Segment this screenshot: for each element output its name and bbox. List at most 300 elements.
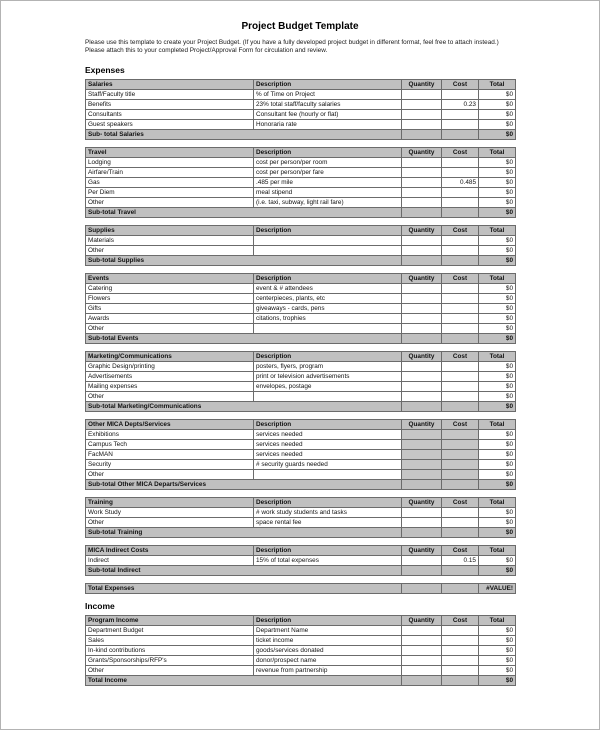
table-header-row (86, 497, 516, 507)
quantity-cell (402, 99, 442, 109)
description-cell: # security guards needed (254, 459, 402, 469)
cost-cell: 0.23 (442, 99, 479, 109)
column-header: Quantity (402, 615, 442, 625)
column-header: Quantity (402, 419, 442, 429)
description-cell: print or television advertisements (254, 371, 402, 381)
cost-cell (442, 655, 479, 665)
column-header: Description (254, 545, 402, 555)
total-cell: $0 (479, 429, 516, 439)
quantity-cell (402, 177, 442, 187)
table-title-cell: Salaries (86, 79, 254, 89)
item-cell: In-kind contributions (86, 645, 254, 655)
quantity-cell (402, 517, 442, 527)
table-row (86, 167, 516, 177)
quantity-cell (402, 527, 442, 537)
item-cell: Staff/Faculty title (86, 89, 254, 99)
description-cell: centerpieces, plants, etc (254, 293, 402, 303)
cost-cell (442, 313, 479, 323)
cost-cell (442, 167, 479, 177)
total-cell: $0 (479, 323, 516, 333)
quantity-cell (402, 459, 442, 469)
subtotal-row-label: Total Income (86, 675, 402, 685)
item-cell: Consultants (86, 109, 254, 119)
table-title-cell: Events (86, 273, 254, 283)
description-cell: (i.e. taxi, subway, light rail fare) (254, 197, 402, 207)
cost-cell (442, 333, 479, 343)
column-header: Total (479, 147, 516, 157)
column-header: Description (254, 273, 402, 283)
description-cell: Honoraria rate (254, 119, 402, 129)
quantity-cell (402, 197, 442, 207)
quantity-cell (402, 333, 442, 343)
description-cell: posters, flyers, program (254, 361, 402, 371)
table-row (86, 469, 516, 479)
item-cell: Airfare/Train (86, 167, 254, 177)
subtotal-row (86, 333, 516, 343)
total-cell: $0 (479, 119, 516, 129)
total-cell: $0 (479, 439, 516, 449)
item-cell: Graphic Design/printing (86, 361, 254, 371)
table-row (86, 283, 516, 293)
table-title-cell: Marketing/Communications (86, 351, 254, 361)
quantity-cell (402, 675, 442, 685)
total-cell: $0 (479, 313, 516, 323)
description-cell: envelopes, postage (254, 381, 402, 391)
description-cell (254, 469, 402, 479)
item-cell: Grants/Sponsorships/RFP's (86, 655, 254, 665)
cost-cell (442, 207, 479, 217)
table-row (86, 109, 516, 119)
table-row (86, 635, 516, 645)
table-row (86, 555, 516, 565)
cost-cell: 0.15 (442, 555, 479, 565)
subtotal-row-label: Sub-total Marketing/Communications (86, 401, 402, 411)
total-cell: $0 (479, 99, 516, 109)
table-row (86, 371, 516, 381)
description-cell: giveaways - cards, pens (254, 303, 402, 313)
item-cell: Department Budget (86, 625, 254, 635)
subtotal-row-label: Sub-total Events (86, 333, 402, 343)
item-cell: Campus Tech (86, 439, 254, 449)
item-cell: Mailing expenses (86, 381, 254, 391)
cost-cell (442, 401, 479, 411)
cost-cell (442, 449, 479, 459)
subtotal-row-label: Sub-total Indirect (86, 565, 402, 575)
description-cell (254, 391, 402, 401)
total-cell: $0 (479, 371, 516, 381)
table-title-cell: Program Income (86, 615, 254, 625)
table-row (86, 439, 516, 449)
table-row (86, 293, 516, 303)
page-title: Project Budget Template (241, 21, 359, 32)
quantity-cell (402, 479, 442, 489)
subtotal-row-total: $0 (479, 207, 516, 217)
total-cell: $0 (479, 157, 516, 167)
budget-table-other-mica-depts-services (85, 419, 516, 490)
quantity-cell (402, 323, 442, 333)
column-header: Total (479, 615, 516, 625)
quantity-cell (402, 381, 442, 391)
total-cell: $0 (479, 655, 516, 665)
description-cell (254, 245, 402, 255)
description-cell: ticket income (254, 635, 402, 645)
column-header: Cost (442, 147, 479, 157)
expenses-section (85, 65, 515, 594)
table-row (86, 303, 516, 313)
budget-table-salaries (85, 79, 516, 140)
quantity-cell (402, 645, 442, 655)
income-tables (85, 615, 515, 686)
description-cell: Department Name (254, 625, 402, 635)
total-cell: $0 (479, 517, 516, 527)
cost-cell (442, 255, 479, 265)
cost-cell (442, 187, 479, 197)
description-cell: services needed (254, 439, 402, 449)
subtotal-row (86, 565, 516, 575)
column-header: Cost (442, 79, 479, 89)
income-section (85, 601, 515, 686)
budget-table-mica-indirect-costs (85, 545, 516, 576)
description-cell: revenue from partnership (254, 665, 402, 675)
quantity-cell (402, 361, 442, 371)
table-header-row (86, 273, 516, 283)
table-row (86, 177, 516, 187)
table-row (86, 197, 516, 207)
table-row (86, 235, 516, 245)
item-cell: Other (86, 197, 254, 207)
column-header: Description (254, 225, 402, 235)
total-cell: $0 (479, 459, 516, 469)
item-cell: Benefits (86, 99, 254, 109)
total-cell: $0 (479, 187, 516, 197)
total-cell: $0 (479, 245, 516, 255)
total-cell: $0 (479, 167, 516, 177)
cost-cell (442, 381, 479, 391)
column-header: Description (254, 351, 402, 361)
quantity-cell (402, 157, 442, 167)
cost-cell (442, 527, 479, 537)
table-row (86, 655, 516, 665)
expenses-tables (85, 79, 515, 594)
cost-cell (442, 109, 479, 119)
item-cell: Indirect (86, 555, 254, 565)
description-cell: 15% of total expenses (254, 555, 402, 565)
column-header: Quantity (402, 497, 442, 507)
quantity-cell (402, 565, 442, 575)
total-cell: $0 (479, 625, 516, 635)
subtotal-row-label: Sub-total Training (86, 527, 402, 537)
quantity-cell (402, 391, 442, 401)
quantity-cell (402, 583, 442, 593)
column-header: Cost (442, 225, 479, 235)
cost-cell (442, 157, 479, 167)
cost-cell (442, 459, 479, 469)
cost-cell (442, 371, 479, 381)
table-row (86, 313, 516, 323)
quantity-cell (402, 429, 442, 439)
table-row (86, 517, 516, 527)
expenses-heading: Expenses (85, 64, 125, 75)
quantity-cell (402, 167, 442, 177)
item-cell: Sales (86, 635, 254, 645)
cost-cell (442, 429, 479, 439)
description-cell: cost per person/per room (254, 157, 402, 167)
table-row (86, 625, 516, 635)
table-header-row (86, 147, 516, 157)
description-cell: citations, trophies (254, 313, 402, 323)
cost-cell (442, 323, 479, 333)
cost-cell (442, 675, 479, 685)
subtotal-row (86, 129, 516, 139)
subtotal-row-label: Sub-total Supplies (86, 255, 402, 265)
subtotal-row (86, 401, 516, 411)
subtotal-row (86, 255, 516, 265)
column-header: Quantity (402, 79, 442, 89)
quantity-cell (402, 129, 442, 139)
table-row (86, 99, 516, 109)
total-cell: $0 (479, 449, 516, 459)
description-cell (254, 235, 402, 245)
cost-cell (442, 129, 479, 139)
table-row (86, 665, 516, 675)
item-cell: Exhibitions (86, 429, 254, 439)
quantity-cell (402, 635, 442, 645)
document-content (85, 1, 515, 686)
quantity-cell (402, 655, 442, 665)
total-cell: $0 (479, 235, 516, 245)
total-cell: $0 (479, 361, 516, 371)
cost-cell (442, 391, 479, 401)
grand-total-row-total: #VALUE! (479, 583, 516, 593)
column-header: Description (254, 615, 402, 625)
total-cell: $0 (479, 645, 516, 655)
cost-cell (442, 635, 479, 645)
income-heading: Income (85, 600, 115, 611)
budget-table-program-income (85, 615, 516, 686)
grand-total-table (85, 583, 516, 594)
cost-cell (442, 507, 479, 517)
quantity-cell (402, 283, 442, 293)
column-header: Quantity (402, 147, 442, 157)
table-row (86, 391, 516, 401)
column-header: Cost (442, 497, 479, 507)
subtotal-row (86, 527, 516, 537)
total-cell: $0 (479, 469, 516, 479)
quantity-cell (402, 449, 442, 459)
column-header: Quantity (402, 545, 442, 555)
column-header: Cost (442, 545, 479, 555)
cost-cell (442, 469, 479, 479)
column-header: Total (479, 497, 516, 507)
grand-total-row-label: Total Expenses (86, 583, 402, 593)
cost-cell (442, 293, 479, 303)
column-header: Description (254, 147, 402, 157)
column-header: Cost (442, 419, 479, 429)
table-row (86, 245, 516, 255)
cost-cell: 0.485 (442, 177, 479, 187)
budget-table-marketing-communications (85, 351, 516, 412)
item-cell: Guest speakers (86, 119, 254, 129)
description-cell (254, 323, 402, 333)
table-row (86, 459, 516, 469)
cost-cell (442, 439, 479, 449)
subtotal-row-label: Sub- total Salaries (86, 129, 402, 139)
item-cell: Other (86, 323, 254, 333)
cost-cell (442, 645, 479, 655)
subtotal-row-total: $0 (479, 401, 516, 411)
item-cell: Lodging (86, 157, 254, 167)
table-title-cell: Travel (86, 147, 254, 157)
total-cell: $0 (479, 109, 516, 119)
quantity-cell (402, 303, 442, 313)
column-header: Total (479, 545, 516, 555)
table-row (86, 645, 516, 655)
subtotal-row (86, 479, 516, 489)
cost-cell (442, 583, 479, 593)
total-cell: $0 (479, 665, 516, 675)
cost-cell (442, 197, 479, 207)
budget-table-events (85, 273, 516, 344)
table-row (86, 361, 516, 371)
cost-cell (442, 245, 479, 255)
cost-cell (442, 361, 479, 371)
quantity-cell (402, 255, 442, 265)
column-header: Quantity (402, 273, 442, 283)
column-header: Description (254, 79, 402, 89)
quantity-cell (402, 207, 442, 217)
table-row (86, 381, 516, 391)
cost-cell (442, 517, 479, 527)
item-cell: Gas (86, 177, 254, 187)
cost-cell (442, 303, 479, 313)
description-cell: # work study students and tasks (254, 507, 402, 517)
item-cell: Other (86, 245, 254, 255)
table-row (86, 157, 516, 167)
column-header: Total (479, 273, 516, 283)
description-cell: services needed (254, 449, 402, 459)
item-cell: Flowers (86, 293, 254, 303)
item-cell: FacMAN (86, 449, 254, 459)
table-row (86, 507, 516, 517)
table-row (86, 187, 516, 197)
description-cell: meal stipend (254, 187, 402, 197)
description-cell: % of Time on Project (254, 89, 402, 99)
subtotal-row-total: $0 (479, 255, 516, 265)
total-cell: $0 (479, 293, 516, 303)
quantity-cell (402, 109, 442, 119)
subtotal-row-total: $0 (479, 333, 516, 343)
description-cell: goods/services donated (254, 645, 402, 655)
subtotal-row-label: Sub-total Other MICA Departs/Services (86, 479, 402, 489)
description-cell: space rental fee (254, 517, 402, 527)
quantity-cell (402, 371, 442, 381)
column-header: Quantity (402, 351, 442, 361)
column-header: Description (254, 419, 402, 429)
quantity-cell (402, 555, 442, 565)
total-cell: $0 (479, 635, 516, 645)
cost-cell (442, 665, 479, 675)
subtotal-row (86, 207, 516, 217)
total-cell: $0 (479, 391, 516, 401)
subtotal-row-label: Sub-total Travel (86, 207, 402, 217)
table-header-row (86, 615, 516, 625)
column-header: Cost (442, 615, 479, 625)
cost-cell (442, 119, 479, 129)
table-row (86, 449, 516, 459)
subtotal-row-total: $0 (479, 479, 516, 489)
table-header-row (86, 545, 516, 555)
table-title-cell: Other MICA Depts/Services (86, 419, 254, 429)
quantity-cell (402, 245, 442, 255)
column-header: Cost (442, 273, 479, 283)
subtotal-row-total: $0 (479, 129, 516, 139)
item-cell: Catering (86, 283, 254, 293)
total-cell: $0 (479, 197, 516, 207)
table-header-row (86, 419, 516, 429)
cost-cell (442, 565, 479, 575)
description-cell: event & # attendees (254, 283, 402, 293)
total-cell: $0 (479, 177, 516, 187)
column-header: Total (479, 419, 516, 429)
grand-total-row (86, 583, 516, 593)
table-title-cell: MICA Indirect Costs (86, 545, 254, 555)
quantity-cell (402, 665, 442, 675)
description-cell: 23% total staff/faculty salaries (254, 99, 402, 109)
subtotal-row-total: $0 (479, 565, 516, 575)
cost-cell (442, 89, 479, 99)
cost-cell (442, 283, 479, 293)
quantity-cell (402, 187, 442, 197)
table-header-row (86, 79, 516, 89)
description-cell: donor/prospect name (254, 655, 402, 665)
description-cell: .485 per mile (254, 177, 402, 187)
item-cell: Work Study (86, 507, 254, 517)
item-cell: Awards (86, 313, 254, 323)
item-cell: Per Diem (86, 187, 254, 197)
column-header: Total (479, 351, 516, 361)
description-cell: cost per person/per fare (254, 167, 402, 177)
budget-table-travel (85, 147, 516, 218)
subtotal-row (86, 675, 516, 685)
item-cell: Other (86, 517, 254, 527)
table-row (86, 323, 516, 333)
quantity-cell (402, 625, 442, 635)
item-cell: Other (86, 391, 254, 401)
total-cell: $0 (479, 381, 516, 391)
quantity-cell (402, 235, 442, 245)
item-cell: Other (86, 469, 254, 479)
item-cell: Gifts (86, 303, 254, 313)
table-title-cell: Supplies (86, 225, 254, 235)
total-cell: $0 (479, 283, 516, 293)
budget-table-training (85, 497, 516, 538)
quantity-cell (402, 507, 442, 517)
quantity-cell (402, 119, 442, 129)
column-header: Description (254, 497, 402, 507)
quantity-cell (402, 293, 442, 303)
description-cell: Consultant fee (hourly or flat) (254, 109, 402, 119)
column-header: Total (479, 225, 516, 235)
description-cell: services needed (254, 429, 402, 439)
cost-cell (442, 625, 479, 635)
total-cell: $0 (479, 89, 516, 99)
item-cell: Materials (86, 235, 254, 245)
quantity-cell (402, 469, 442, 479)
quantity-cell (402, 89, 442, 99)
item-cell: Advertisements (86, 371, 254, 381)
item-cell: Security (86, 459, 254, 469)
quantity-cell (402, 439, 442, 449)
